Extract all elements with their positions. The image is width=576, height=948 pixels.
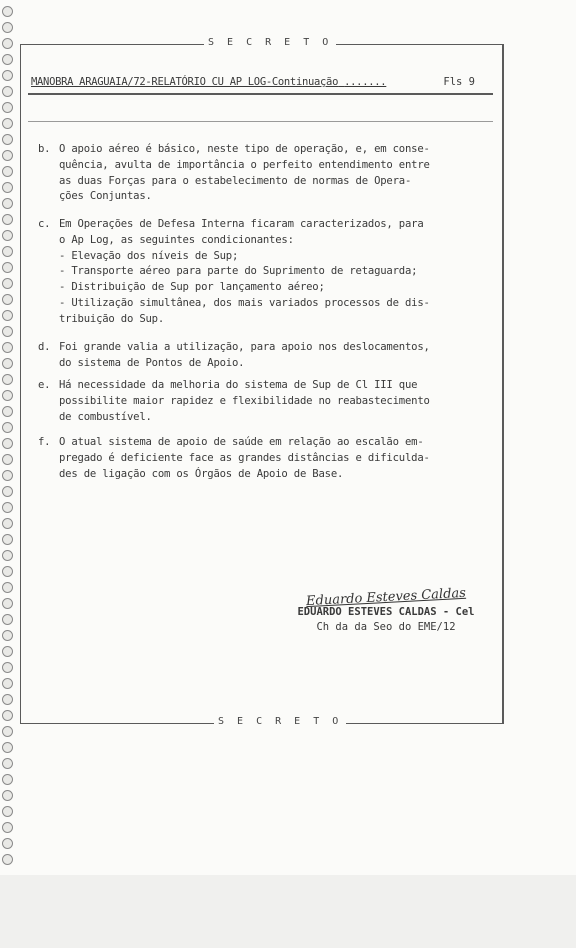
binder-hole xyxy=(2,214,13,225)
binder-hole xyxy=(2,390,13,401)
binder-hole xyxy=(2,550,13,561)
binder-hole xyxy=(2,598,13,609)
item-letter: e. xyxy=(38,379,51,391)
item-line: do sistema de Pontos de Apoio. xyxy=(59,356,245,369)
binder-hole xyxy=(2,182,13,193)
binder-hole xyxy=(2,70,13,81)
binder-hole xyxy=(2,134,13,145)
binder-holes xyxy=(0,0,18,875)
binder-hole xyxy=(2,438,13,449)
item-letter: c. xyxy=(38,218,51,230)
header-dots: ....... xyxy=(344,76,387,88)
bullet-item: - Transporte aéreo para parte do Suprimento de retaguarda; xyxy=(59,265,418,278)
item-line: o Ap Log, as seguintes condicionantes: xyxy=(59,233,294,246)
item-line: Foi grande valia a utilização, para apoio nos deslocamentos, xyxy=(59,341,430,353)
list-item-c xyxy=(38,217,478,328)
binder-hole xyxy=(2,534,13,545)
binder-hole xyxy=(2,54,13,65)
binder-hole xyxy=(2,630,13,641)
header-rule-secondary xyxy=(28,121,493,122)
binder-hole xyxy=(2,262,13,273)
binder-hole xyxy=(2,694,13,705)
binder-hole xyxy=(2,230,13,241)
classification-bottom: S E C R E T O xyxy=(214,716,346,727)
binder-hole xyxy=(2,86,13,97)
binder-hole xyxy=(2,470,13,481)
binder-hole xyxy=(2,790,13,801)
binder-hole xyxy=(2,246,13,257)
binder-hole xyxy=(2,774,13,785)
binder-hole xyxy=(2,726,13,737)
item-line: O apoio aéreo é básico, neste tipo de operação, e, em conse- xyxy=(59,143,430,155)
binder-hole xyxy=(2,838,13,849)
binder-hole xyxy=(2,22,13,33)
item-letter: b. xyxy=(38,143,51,155)
binder-hole xyxy=(2,310,13,321)
binder-hole xyxy=(2,278,13,289)
binder-hole xyxy=(2,662,13,673)
item-line: as duas Forças para o estabelecimento de normas de Opera- xyxy=(59,174,412,187)
binder-hole xyxy=(2,566,13,577)
header-rule xyxy=(28,93,493,95)
item-line: de combustível. xyxy=(59,410,152,423)
header-title: MANOBRA ARAGUAIA/72-RELATÓRIO CU AP LOG-Continuação xyxy=(31,76,339,88)
item-line: Em Operações de Defesa Interna ficaram caracterizados, para xyxy=(59,218,424,230)
binder-hole xyxy=(2,6,13,17)
binder-hole xyxy=(2,758,13,769)
document-header xyxy=(31,76,475,88)
binder-hole xyxy=(2,502,13,513)
binder-hole xyxy=(2,854,13,865)
binder-hole xyxy=(2,518,13,529)
binder-hole xyxy=(2,118,13,129)
list-item-e xyxy=(38,378,478,425)
binder-hole xyxy=(2,678,13,689)
item-letter: f. xyxy=(38,436,51,448)
binder-hole xyxy=(2,646,13,657)
binder-hole xyxy=(2,166,13,177)
binder-hole xyxy=(2,406,13,417)
item-line: des de ligação com os Órgãos de Apoio de Base. xyxy=(59,467,344,480)
list-item-b xyxy=(38,142,478,205)
signatory-name: EDUARDO ESTEVES CALDAS - Cel xyxy=(297,606,475,618)
binder-hole xyxy=(2,614,13,625)
binder-hole xyxy=(2,454,13,465)
binder-hole xyxy=(2,294,13,305)
binder-hole xyxy=(2,742,13,753)
bullet-item: - Utilização simultânea, dos mais variados processos de dis- xyxy=(59,296,430,309)
binder-hole xyxy=(2,806,13,817)
binder-hole xyxy=(2,342,13,353)
item-line: O atual sistema de apoio de saúde em relação ao escalão em- xyxy=(59,436,424,448)
binder-hole xyxy=(2,358,13,369)
binder-hole xyxy=(2,710,13,721)
page-number: Fls 9 xyxy=(443,76,475,88)
binder-hole xyxy=(2,374,13,385)
binder-hole xyxy=(2,582,13,593)
bullet-item: - Elevação dos níveis de Sup; xyxy=(59,249,239,262)
list-item-d xyxy=(38,340,478,372)
binder-hole xyxy=(2,198,13,209)
item-letter: d. xyxy=(38,341,51,353)
item-line: quência, avulta de importância o perfeito entendimento entre xyxy=(59,158,430,171)
list-item-f xyxy=(38,435,478,482)
bullet-continuation: tribuição do Sup. xyxy=(59,312,165,325)
item-line: ções Conjuntas. xyxy=(59,190,152,203)
classification-top: S E C R E T O xyxy=(204,37,336,48)
item-line: Há necessidade da melhoria do sistema de Sup de Cl III que xyxy=(59,379,418,391)
binder-hole xyxy=(2,422,13,433)
signature-block xyxy=(286,585,486,635)
binder-hole xyxy=(2,486,13,497)
signatory-role: Ch da da Seo do EME/12 xyxy=(316,621,456,633)
binder-hole xyxy=(2,822,13,833)
binder-hole xyxy=(2,38,13,49)
item-line: pregado é deficiente face as grandes distâncias e dificulda- xyxy=(59,451,430,464)
binder-hole xyxy=(2,326,13,337)
binder-hole xyxy=(2,150,13,161)
handwritten-signature: Eduardo Esteves Caldas xyxy=(305,585,467,610)
binder-hole xyxy=(2,102,13,113)
bullet-item: - Distribuição de Sup por lançamento aéreo; xyxy=(59,281,325,294)
scan-background xyxy=(0,875,576,948)
item-line: possibilite maior rapidez e flexibilidade no reabastecimento xyxy=(59,394,430,407)
